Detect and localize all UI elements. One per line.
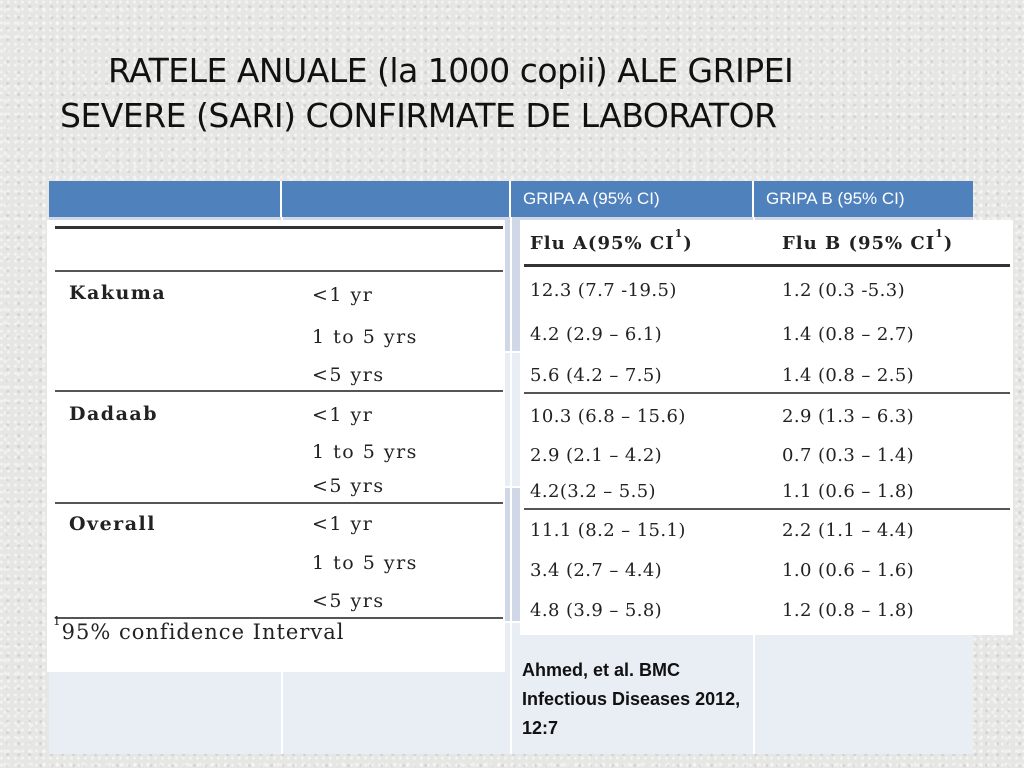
slide-title-line-2: SEVERE (SARI) CONFIRMATE DE LABORATOR	[60, 96, 777, 135]
footnote-marker: 1	[53, 614, 62, 628]
scan-group-rule	[55, 502, 503, 504]
scan-image-rates	[520, 220, 1013, 635]
scan-header-rule	[524, 264, 1010, 267]
flu-a-value: 3.4 (2.7 – 4.4)	[530, 560, 663, 581]
col-header-flu-b: Flu B (95% $CI^1$)	[782, 227, 954, 254]
age-label: <5 yrs	[312, 475, 385, 497]
flu-b-value: 1.2 (0.8 – 1.8)	[782, 600, 915, 621]
flu-a-value: 5.6 (4.2 – 7.5)	[530, 365, 663, 386]
flu-a-value: 4.2(3.2 – 5.5)	[530, 481, 656, 502]
age-label: 1 to 5 yrs	[312, 441, 418, 463]
flu-a-value: 10.3 (6.8 – 15.6)	[530, 406, 686, 427]
scan-image-age-groups	[47, 220, 505, 672]
flu-b-value: 1.4 (0.8 – 2.7)	[782, 324, 915, 345]
flu-a-value: 4.8 (3.9 – 5.8)	[530, 600, 663, 621]
slide-title-line-1: RATELE ANUALE (la 1000 copii) ALE GRIPEI	[108, 51, 794, 90]
age-label: <1 yr	[312, 284, 374, 306]
scan-group-rule	[55, 390, 503, 392]
flu-b-value: 1.4 (0.8 – 2.5)	[782, 365, 915, 386]
age-label: <5 yrs	[312, 364, 385, 386]
header-cell-gripa-b: GRIPA B (95% CI)	[766, 189, 905, 208]
age-label: <1 yr	[312, 404, 374, 426]
age-label: 1 to 5 yrs	[312, 326, 418, 348]
flu-b-value: 1.1 (0.6 – 1.8)	[782, 481, 915, 502]
citation: Ahmed, et al. BMC Infectious Diseases 2012, 12:7	[522, 660, 741, 738]
table-column-divider	[510, 217, 512, 754]
flu-a-value: 12.3 (7.7 -19.5)	[530, 280, 677, 301]
flu-a-value: 11.1 (8.2 – 15.1)	[530, 520, 686, 541]
scan-group-rule	[524, 392, 1010, 394]
age-label: <1 yr	[312, 513, 374, 535]
age-label: <5 yrs	[312, 590, 385, 612]
flu-b-value: 1.0 (0.6 – 1.6)	[782, 560, 915, 581]
site-label-dadaab: Dadaab	[69, 403, 158, 425]
site-label-overall: Overall	[69, 513, 156, 535]
age-label: 1 to 5 yrs	[312, 552, 418, 574]
flu-a-value: 4.2 (2.9 – 6.1)	[530, 324, 663, 345]
site-label-kakuma: Kakuma	[69, 282, 167, 304]
table-header-row	[49, 181, 973, 217]
header-cell-gripa-a: GRIPA A (95% CI)	[511, 181, 754, 217]
slide-title	[60, 48, 960, 138]
header-cell-empty-2	[282, 181, 511, 217]
flu-b-value: 0.7 (0.3 – 1.4)	[782, 445, 915, 466]
footnote-text: 95% confidence Interval	[61, 620, 345, 644]
flu-b-value: 2.9 (1.3 – 6.3)	[782, 406, 915, 427]
scan-bottom-rule	[55, 617, 503, 619]
scan-top-rule	[55, 226, 503, 229]
footnote	[53, 614, 345, 644]
scan-header-rule	[55, 270, 503, 272]
scan-group-rule	[524, 508, 1010, 510]
flu-b-value: 2.2 (1.1 – 4.4)	[782, 520, 915, 541]
flu-a-value: 2.9 (2.1 – 4.2)	[530, 445, 663, 466]
col-header-flu-a: Flu A(95% $CI^1$)	[530, 227, 693, 254]
flu-b-value: 1.2 (0.3 -5.3)	[782, 280, 906, 301]
header-cell-empty-1	[49, 181, 282, 217]
